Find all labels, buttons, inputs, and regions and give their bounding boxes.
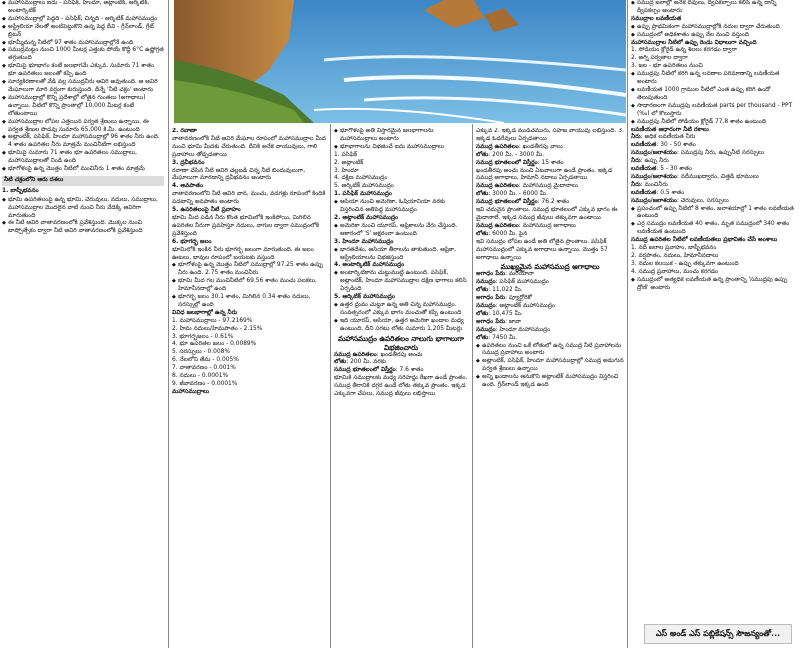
zone-value: 76.2 శాతం <box>541 199 570 206</box>
step-title: 2. రవాణా <box>172 128 197 134</box>
zone-row: లోతు: 6000 మీ. పైన <box>476 230 528 237</box>
kv-value: చెరువులు, సరస్సులు <box>680 197 729 204</box>
kv-row: సముద్రం/జలాశయం: చెరువులు, సరస్సులు <box>631 197 729 204</box>
zone-row: సముద్ర ఉపరితలం: మహాసముద్ర అగాధాలు <box>476 222 576 229</box>
zone-key: లోతు <box>476 230 489 237</box>
numbered-item: 3. జల - భూ ఉపరితలం నుంచి <box>631 63 703 70</box>
trench-value: 11,022 మీ. <box>492 287 523 294</box>
kv-key: లవణీయత <box>631 166 657 173</box>
zone-key: సముద్ర ఉపరితలం <box>476 183 519 190</box>
trench-ocean: సముద్రం: అట్లాంటిక్ మహాసముద్రం <box>476 303 555 310</box>
kv-row: నీరు: అధిక లవణీయత నీరు <box>631 134 696 141</box>
trench-name: అగాధం పేరు: మరియానా <box>476 271 535 278</box>
kv-key: లవణీయత <box>631 142 657 149</box>
kv-key: నీరు <box>631 181 641 188</box>
kv-key: నీరు <box>631 134 641 141</box>
trench-bullets <box>476 343 624 390</box>
bullet-item: ◆ మహాసముద్రాల్లో కొన్ని ప్రదేశాల్లో లోతైన గుంతలు (అగాధాలు) ఉన్నాయి. వీటిలో కొన్ని ప్రాంతాల్లో 10,000 మీటర్ల కంటే లోతుంటాయి <box>2 95 164 119</box>
zone-row: సముద్ర భూతలంలో విస్తీర్ణం: 15 శాతం <box>476 159 564 166</box>
ocean-text: ◆ ఆసియా నుంచి అమెరికా, ఓషియానియా వరకు విస్తరించిన అతిపెద్ద మహాసముద్రం <box>334 199 468 215</box>
bullet-item: ◆ మహాసముద్రాల్లో పెద్దది - పసిఫిక్; చిన్నది - ఆర్కిటిక్ మహాసముద్రం <box>2 16 164 24</box>
bottom-subtitle: సముద్ర ఉపరితల నీటిలో లవణీయతలు ప్రభావితం చేసే అంశాలు <box>631 237 778 244</box>
kv-key: నీరు <box>631 158 641 165</box>
zone-row: సముద్ర ఉపరితలం: ఖండతీరపు అంచు <box>334 351 423 358</box>
zone-text: ఖండతీరపు అంచు నుంచి ఏటవాలుగా ఉండే ప్రాంతం. ఇక్కడ సముద్ర అగాధాలు, హిమానీ నదాలు ఏర్పడతాయి <box>476 167 613 182</box>
zone-row: సముద్ర ఉపరితలం: ఖండతీరపు వాలు <box>476 143 563 150</box>
fact-bullets <box>172 262 326 309</box>
bullet-item: ◆ అస్ట్రేలియా నేలతో అంటిపెట్టుకొని ఉన్న పెద్ద దీవి - గ్రీన్‌లాండ్, గ్రేట్ బ్రిటన్ <box>2 24 164 40</box>
zone-key: సముద్ర భూతలంలో విస్తీర్ణం <box>334 367 396 374</box>
intro-bullets <box>334 128 468 152</box>
column-5 <box>631 0 797 648</box>
zone-key: సముద్ర ఉపరితలం <box>334 351 377 358</box>
step-title: 6. భూగర్భ జలం <box>172 238 212 245</box>
trench-key: అగాధం పేరు <box>476 318 506 325</box>
ocean-title: 5. ఆర్కిటిక్ మహాసముద్రం <box>334 294 395 301</box>
step-text: భూమి మీద పడిన నీరు కొంత భూమిలోకి ఇంకిపోయి, మిగిలిన ఉపరితల నీరుగా ప్రవహిస్తూ నదులు, వాగుల ద్వారా సముద్రంలోకి ప్రవేశిస్తుంది <box>172 214 320 237</box>
distribution-value: - 0.0089% <box>224 341 257 348</box>
footer-title: మహాసముద్రాలు <box>172 388 210 395</box>
zone-value: 6000 మీ. పైన <box>492 230 528 237</box>
distribution-value: - 0.0001% <box>205 381 238 387</box>
zone-row: లోతు: 200 మీ. - 3000 మీ. <box>476 151 545 158</box>
kv-value: 0.5 శాతం <box>660 189 685 196</box>
ocean-title: 3. హిందూ మహాసముద్రం <box>334 238 394 245</box>
distribution-value: - 2.15% <box>237 325 263 332</box>
distribution-row <box>172 381 326 389</box>
zone-key: లోతు <box>476 151 489 158</box>
salinity-more <box>631 71 797 126</box>
zone-row: లోతు: 3000 మీ. - 6000 మీ. <box>476 191 548 198</box>
zone-value: 15 శాతం <box>541 159 564 166</box>
ocean-name: 5. ఆర్కిటిక్ మహాసముద్రం <box>334 183 394 190</box>
bullet-item: ◆ మహాసముద్రాలు ఐదు - పసిఫిక్, హిందూ, అట్లాంటిక్, ఆర్కిటిక్, అంటార్కిటిక్ <box>2 0 164 16</box>
trench-key: లోతు <box>476 310 489 317</box>
distribution-label: 2. హిమ నదులు/హిమపాతం <box>172 325 238 332</box>
step-text: వాతావరణంలోని నీటి ఆవిరి వాన, మంచు, వడగళ్లు రూపంలో కిందికి పడటాన్ని అవపాతం అంటారు <box>172 191 326 206</box>
distribution-row <box>172 365 326 373</box>
column-4 <box>476 128 624 648</box>
bottom-end: ◆ సముద్రంలో అత్యధిక లవణీయత ఉన్న ప్రాంతాన్ని 'సముద్రపు ఉప్పు ద్రోణి' అంటారు <box>631 277 797 293</box>
column-divider <box>627 0 628 648</box>
trench-key: సముద్రం <box>476 326 496 333</box>
bullet-item: ◆ సముద్రమట్టం నుంచి 1000 మీటర్ల ఎత్తుకు పోయే కొద్దీ 6°C ఉష్ణోగ్రత తగ్గుతుంది <box>2 47 164 63</box>
kv-value: 30 - 50 శాతం <box>660 142 696 149</box>
distribution-value: - 0.001% <box>207 365 236 372</box>
zone-value: మహాసముద్ర అగాధాలు <box>522 222 576 229</box>
bullet-item: ◆ భూమ్మీదున్న నీటిలో 97 శాతం మహాసముద్రాల్లోనే ఉంది <box>2 40 164 48</box>
trench-value: ప్యూర్టోరికో <box>508 295 533 302</box>
distribution-value: - 0.005% <box>210 357 239 364</box>
trench-ocean: సముద్రం: హిందూ మహాసముద్రం <box>476 326 551 333</box>
ocean-text: ◆ ఇది యూరప్, ఆసియా, ఉత్తర అమెరికా ఖండాల మధ్య ఉంటుంది. దీని సగటు లోతు సుమారు 1,205 మీటర్లు <box>334 318 468 334</box>
distribution-value: - 0.0001% <box>196 373 229 380</box>
distribution-label: 4. భూ ఉపరితల జలం <box>172 341 225 348</box>
ocean-text: ◆ అంటార్కిటికాను చుట్టుముట్టి ఉంటుంది. పసిఫిక్, అట్లాంటిక్, హిందూ మహాసముద్రాల దక్షిణ భాగాలు కలిసి ఏర్పడింది <box>334 270 468 294</box>
bullet-item: ◆ ఈ నీటి ఆవిరి వాతావరణంలోకి ప్రవేశిస్తుంది. మొక్కల నుంచి బాష్పోత్సేకం ద్వారా నీటి ఆవిరి వాతావరణంలోకి ప్రవేశిస్తుంది <box>2 220 164 236</box>
step-text: భూమిలోకి ఇంకిన నీరు భూగర్భ జలంగా మారుతుంది. ఈ జలం ఊటలు, బావుల రూపంలో బయటకు వస్తుంది <box>172 246 314 261</box>
kv-row: సముద్రం/జలాశయం: నదీముఖద్వారం, చిత్తడి భూములు <box>631 173 759 180</box>
bullet-item: ◆ ప్రపంచంలో ఉప్పు నీటిలో 8 శాతం, జలాశయాల్లో 1 శాతం లవణీయత ఉంటుంది <box>631 206 797 222</box>
bullet-item: ◆ భూమి ఉపరితలంపై ఉన్న భూమి, చెరువులు, నదులు, సముద్రాలు, మహాసముద్రాల మొదలైన వాటి నుంచి నీరు వేడెక్కి ఆవిరిగా మారుతుంది <box>2 197 164 221</box>
distribution-label: 1. మహాసముద్రాలు <box>172 317 217 324</box>
bullet-item: ◆ అట్లాంటిక్, పసిఫిక్, హిందూ మహాసముద్రాల్లో సముద్ర అడుగున పర్వత శ్రేణులు ఉన్నాయి <box>476 358 624 374</box>
kv-value: ఉప్పు నీరు <box>644 158 669 165</box>
trench-depth: లోతు: 10,475 మీ. <box>476 310 523 317</box>
kv-row: నీరు: మంచినీరు <box>631 181 668 188</box>
ocean-text: ◆ అమెరికా నుంచి యూరప్, ఆఫ్రికాలను వేరు చేస్తుంది. ఆకారంలో 'S' అక్షరంలా ఉంటుంది <box>334 223 468 239</box>
kv-key: లవణీయత <box>631 189 657 196</box>
distribution-value: - 0.008% <box>201 349 230 356</box>
column-divider <box>472 124 473 648</box>
bullet-item: ◆ మహాసముద్రాల లోపల ఎత్తయిన పర్వత శ్రేణులు ఉన్నాయి. ఈ పర్వత శ్రేణుల పొడవు సుమారు 65,000 కి.మీ. ఉంటుంది <box>2 119 164 135</box>
ocean-text: ◆ ఉత్తర ధ్రువం చుట్టూ ఉన్న అతి చిన్న మహాసముద్రం. సంవత్సరంలో ఎక్కువ భాగం మంచుతో కప్పి ఉంటుంది <box>334 302 468 318</box>
salinity-list <box>631 47 797 71</box>
trench-value: 10,475 మీ. <box>492 310 523 317</box>
coastline-photo-image <box>174 0 626 123</box>
ocean-name: 3. హిందూ <box>334 167 359 174</box>
bullet-item: ◆ అన్ని ఖండాలను ఆనుకొని అట్లాంటిక్ మహాసముద్రం విస్తరించి ఉంది. గ్రీన్‌లాండ్ ఇక్కడ ఉంది <box>476 374 624 390</box>
salinity-title: సముద్రాల లవణీయత <box>631 15 682 22</box>
distribution-value: - 0.61% <box>208 333 234 340</box>
zone-row: సముద్ర భూతలంలో విస్తీర్ణం: 76.2 శాతం <box>476 199 570 206</box>
bullet-item: ◆ సముద్రంలో అధికశాతం ఉప్పు నేల నుంచి వస్తుంది <box>631 32 797 40</box>
step-bullets <box>2 197 164 237</box>
step-title: 5. ఉపరితలంపై నీటి ప్రవాహం <box>172 207 241 214</box>
bullet-item: ◆ ఎర్ర సముద్రం లవణీయత 40 శాతం, మృత సముద్రంలో 340 శాతం లవణీయత ఉంటుంది <box>631 221 797 237</box>
zones-list <box>631 134 797 205</box>
trench-key: సముద్రం <box>476 303 496 310</box>
zones-title: లవణీయత ఆధారంగా నీటి రకాలు <box>631 126 709 133</box>
zone-key: లోతు <box>476 191 489 198</box>
bottom-bullets <box>631 206 797 238</box>
ocean-title: 2. అట్లాంటిక్ మహాసముద్రం <box>334 214 399 221</box>
intro-text <box>476 128 624 144</box>
bullet-item: ◆ భూగర్భ జలం 30.1 శాతం, మిగిలిన 0.34 శాతం నదులు, సరస్సుల్లో ఉంది <box>172 294 326 310</box>
distribution-row <box>172 326 326 334</box>
zone-value: 200 మీ. - 3000 మీ. <box>492 151 545 158</box>
zone-value: 7.6 శాతం <box>399 367 424 374</box>
kv-row: సముద్రం/జలాశయం: సముద్రపు నీరు, ఉప్పునీటి సరస్సులు <box>631 150 764 157</box>
bullet-item: ◆ సూర్యకిరణాలతో వేడి వల్ల సముద్రనీరు ఆవిరి అవుతుంది. ఆ ఆవిరి మేఘాలుగా మారి వర్షంగా కురుస్తుంది. దీన్నే 'నీటి చక్రం' అంటారు <box>2 79 164 95</box>
step-title: 3. ద్రవీభవనం <box>172 159 205 166</box>
zone-row: సముద్ర భూతలంలో విస్తీర్ణం: 7.6 శాతం <box>334 367 424 374</box>
distribution-row <box>172 373 326 381</box>
bullet-item: ◆ భూమి మీద గల మంచినీటిలో 69.56 శాతం మంచు పలకలు, హిమానీనదాల్లో ఉంది <box>172 278 326 294</box>
ocean-name: 1. పసిఫిక్ <box>334 151 358 158</box>
bullet-item: ◆ అట్లాంటిక్, పసిఫిక్, హిందూ మహాసముద్రాల్లో 96 శాతం నీరు ఉంది. 4 శాతం ఉపరితల నీరు మాత్రమే మంచినీటిగా లభిస్తుంది <box>2 134 164 150</box>
trench-value: మరియానా <box>508 271 535 278</box>
trench-key: లోతు <box>476 287 489 294</box>
trench-key: అగాధం పేరు <box>476 295 506 302</box>
column-divider <box>168 0 169 648</box>
zone-value: ఖండతీరపు అంచు <box>380 351 423 358</box>
distribution-label: 7. వాతావరణం <box>172 365 208 372</box>
bullet-item: ◆ సముద్రపు నీటిలో సోడియం క్లోరైడ్ 77.8 శాతం ఉంటుంది <box>631 119 797 127</box>
kv-value: సముద్రపు నీరు, ఉప్పునీటి సరస్సులు <box>680 150 764 157</box>
zone-value: మహాసముద్ర మైదానాలు <box>522 183 578 190</box>
step-text: రవాణా చేసిన నీటి ఆవిరి చల్లబడి చిన్న నీటి బిందువులుగా, మేఘాలుగా మారడాన్ని ద్రవీభవనం అంటారు <box>172 167 306 182</box>
zone-text: భూమికి సముద్రాలకు మధ్య సరిహద్దు రేఖగా ఉండే ప్రాంతం. సముద్ర తీరానికి దగ్గర ఉండే లోతు తక్కువ ప్రాంతం. ఇక్కడ ఎక్కువగా చేపలు, సముద్ర జీవులు లభిస్తాయి <box>334 375 468 398</box>
ocean-name: 4. దక్షిణ మహాసముద్రం <box>334 175 388 182</box>
zone-value: 3000 మీ. - 6000 మీ. <box>492 191 548 198</box>
trench-name: అగాధం పేరు: ప్యూర్టోరికో <box>476 295 533 302</box>
trench-value: 7450 మీ. <box>492 334 518 341</box>
trench-value: పసిఫిక్ మహాసముద్రం <box>499 279 549 286</box>
text-line: ఎక్కువ 2. ఇక్కడ ముడిచమురు, సహజ వాయువు లభిస్తుంది. 3. ఇక్కడ ఓడరేవులు ఏర్పడతాయి <box>476 128 624 142</box>
kv-row: లవణీయత: 30 - 50 శాతం <box>631 142 696 149</box>
kv-key: సముద్రం/జలాశయం <box>631 197 677 204</box>
intro-bullets <box>631 0 797 16</box>
zone-key: సముద్ర ఉపరితలం <box>476 143 519 150</box>
bullet-item: ◆ సాధారణంగా సముద్రపు లవణీయత parts per thousand - PPT (‰) లో కొలుస్తారు <box>631 103 797 119</box>
salinity-bullets <box>631 24 797 40</box>
bullet-item: ◆ భూగోళంపై ఉన్న మొత్తం నీటిలో మంచినీరు 1 శాతం మాత్రమే <box>2 166 164 174</box>
trench-ocean: సముద్రం: పసిఫిక్ మహాసముద్రం <box>476 279 549 286</box>
numbered-item: 2. అగ్ని పర్వతాల ద్వారా <box>631 55 688 62</box>
numbered-item: 3. నదుల కలయిక - ఉప్పు తక్కువగా ఉంటుంది <box>631 260 739 267</box>
zone-key: సముద్ర భూతలంలో విస్తీర్ణం <box>476 199 538 206</box>
trench-list <box>476 271 624 342</box>
zone-text: ఇవి సముద్రం లోపల ఉండే అతి లోతైన ప్రాంతాలు. పసిఫిక్ మహాసముద్రంలో ఎక్కువ అగాధాలు ఉన్నాయి. మొత్తం 57 అగాధాలు ఉన్నాయి <box>476 238 608 261</box>
trench-key: సముద్రం <box>476 279 496 286</box>
credit-caption: ఎస్ అండ్ ఎస్ పబ్లికేషన్స్ సౌజన్యంతో... <box>644 624 792 644</box>
zone-value: ఖండతీరపు వాలు <box>522 143 563 150</box>
distribution-row <box>172 318 326 326</box>
distribution-label: 6. నేలలోని తేమ <box>172 357 211 364</box>
numbered-item: 1. సోడియం క్లోరైడ్ ఉన్న శిలలు కరగడం ద్వారా <box>631 47 737 54</box>
column-3 <box>334 128 468 648</box>
step-title: 4. అవపాతం <box>172 183 203 190</box>
ocean-title: 1. పసిఫిక్ మహాసముద్రం <box>334 191 392 198</box>
zone-key: లోతు <box>334 359 347 366</box>
depth-zones-title: మహాసముద్రం ఉపరితలం నాలుగు భాగాలుగా విభజించారు <box>337 333 465 352</box>
coastline-photo <box>174 0 626 123</box>
kv-value: మంచినీరు <box>644 181 668 188</box>
distribution-title: వివిధ జలభాగాల్లో ఉన్న నీరు <box>172 309 238 316</box>
step-title: 1. బాష్పీభవనం <box>2 187 39 194</box>
zone-key: సముద్ర భూతలంలో విస్తీర్ణం <box>476 159 538 166</box>
bullet-item: ◆ భూమిపై సుమారు 71 శాతం భూ ఉపరితలం సముద్రాలు, మహాసముద్రాలతో నిండి ఉంది <box>2 150 164 166</box>
section-title: నీటి చక్రంలోని ఆరు దశలు <box>2 176 164 186</box>
bullet-item: ◆ సముద్రపు నీటిలో కరిగి ఉన్న లవణాల పరిమాణాన్ని లవణీయత అంటారు <box>631 71 797 87</box>
column-1 <box>2 0 164 648</box>
bullet-item: ◆ భూమిపై భూభాగం కంటే జలభాగమే ఎక్కువ. సుమారు 71 శాతం భూ ఉపరితలం జలంతో కప్పి ఉంది <box>2 63 164 79</box>
step-text: వాతావరణంలోకి నీటి ఆవిరి మేఘాల రూపంలో మహాసముద్రాల మీద నుంచి భూమి మీదకు చేరుతుంది. దీనికి అనేక వాయువులు, గాలి ప్రవాహాలు తోడ్పడతాయి <box>172 135 326 158</box>
column-2 <box>172 128 326 648</box>
distribution-list <box>172 318 326 389</box>
zone-row: సముద్ర ఉపరితలం: మహాసముద్ర మైదానాలు <box>476 183 578 190</box>
trenches-title: ముఖ్యమైన మహాసముద్ర అగాధాలు <box>500 262 600 272</box>
bullet-item: ◆ భూగోళంపై ఉన్న మొత్తం నీటిలో సముద్రాల్లో 97.25 శాతం ఉప్పు నీరు ఉంది. 2.75 శాతం మంచినీరు <box>172 262 326 278</box>
distribution-label: 3. భూగర్భజలం <box>172 333 209 340</box>
kv-row: లవణీయత: 5 - 30 శాతం <box>631 166 693 173</box>
zone-key: సముద్ర ఉపరితలం <box>476 222 519 229</box>
bullet-item: ◆ భూభాగాలను విభజించే ఐదు మహాసముద్రాలు <box>334 144 468 152</box>
kv-value: అధిక లవణీయత నీరు <box>644 134 696 141</box>
trench-key: అగాధం పేరు <box>476 271 506 278</box>
bullet-item: ◆ లవణీయత 1000 గ్రాముల నీటిలో ఎంత ఉప్పు కరిగి ఉందో తెలుపుతుంది <box>631 87 797 103</box>
ocean-list <box>334 152 468 192</box>
kv-row: లవణీయత: 0.5 శాతం <box>631 189 685 196</box>
kv-key: సముద్రం/జలాశయం <box>631 173 677 180</box>
trench-depth: లోతు: 7450 మీ. <box>476 334 518 341</box>
kv-key: సముద్రం/జలాశయం <box>631 150 677 157</box>
trench-value: హిందూ మహాసముద్రం <box>499 326 551 333</box>
bottom-list <box>631 245 797 277</box>
trench-depth: లోతు: 11,022 మీ. <box>476 287 523 294</box>
bullet-item: ◆ ఉప్పు ప్రాథమికంగా మహాసముద్రాల్లోకి నదుల ద్వారా చేరుతుంది <box>631 24 797 32</box>
kv-row: నీరు: ఉప్పు నీరు <box>631 158 669 165</box>
numbered-item: 1. నదీ జలాల ప్రవాహం, బాష్పీభవనం <box>631 245 717 252</box>
ocean-title: 4. అంటార్కిటిక్ మహాసముద్రం <box>334 262 405 269</box>
salinity-subtitle: మహాసముద్రాల నీటిలో ఉప్పు రెండు విధాలుగా వచ్చింది <box>631 39 757 46</box>
trench-key: లోతు <box>476 334 489 341</box>
column-divider <box>330 124 331 648</box>
intro-bullets <box>2 0 164 174</box>
trench-name: అగాధం పేరు: జావా <box>476 318 522 325</box>
bullet-item: ◆ సముద్ర జలాల్లో అనేక దీవులు, ద్వీపకల్పాలు కలిసి ఉన్న దాన్ని ద్వీపకల్పం అంటారు <box>631 0 797 16</box>
numbered-item: 4. సముద్ర ప్రవాహాలు, మంచు కరగడం <box>631 268 719 275</box>
distribution-row <box>172 357 326 365</box>
distribution-label: 8. నదులు <box>172 373 197 380</box>
bullet-item: ◆ ఉపరితలం నుంచి ఒకే లోతులో ఉన్న సముద్ర నీటి ప్రవాహాలను సముద్ర ప్రవాహాలు అంటారు <box>476 343 624 359</box>
distribution-label: 5. సరస్సులు <box>172 349 202 356</box>
numbered-item: 2. వర్షపాతం, నదులు, హిమానీనదాలు <box>631 253 719 259</box>
zone-row: లోతు: 200 మీ. వరకు <box>334 359 386 366</box>
zone-text: ఇవి చదునైన ప్రాంతాలు. సముద్ర భూతలంలో ఎక్కువ భాగం ఈ మైదానాలే. ఇక్కడ సముద్ర జీవులు తక్కువగా ఉంటాయి <box>476 207 618 221</box>
trench-value: జావా <box>508 318 522 325</box>
kv-value: 5 - 30 శాతం <box>660 166 693 173</box>
trench-value: అట్లాంటిక్ మహాసముద్రం <box>499 303 555 310</box>
distribution-label: 9. జీవావరణం <box>172 381 206 387</box>
distribution-value: - 97.2169% <box>216 317 253 324</box>
kv-value: నదీముఖద్వారం, చిత్తడి భూములు <box>680 173 759 180</box>
bullet-item: ◆ భూగోళంపై అతి విస్తారమైన జలభాగాలను మహాసముద్రాలు అంటారు <box>334 128 468 144</box>
zone-value: 200 మీ. వరకు <box>350 359 386 366</box>
ocean-text: ◆ భారతదేశం, ఆసియా తీరాలను తాకుతుంది. ఆఫ్రికా, ఆస్ట్రేలియాలను విభజిస్తుంది <box>334 247 468 263</box>
ocean-name: 2. అట్లాంటిక్ <box>334 159 364 166</box>
